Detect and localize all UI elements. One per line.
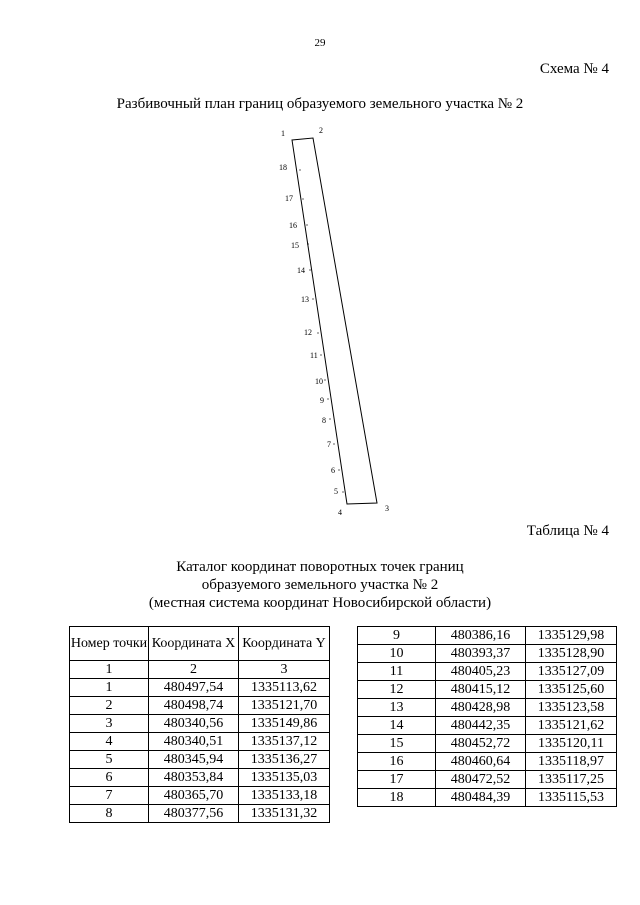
coordinate-y-cell: 1335135,03 — [239, 769, 330, 787]
point-label-9: 9 — [320, 396, 324, 405]
coordinate-x-cell: 480340,51 — [149, 733, 239, 751]
coordinate-y-cell: 1335133,18 — [239, 787, 330, 805]
point-number-cell: 15 — [358, 735, 436, 753]
header-point-number: Номер точки — [70, 627, 149, 661]
coordinate-x-cell: 480460,64 — [436, 753, 526, 771]
table-row — [358, 753, 617, 771]
point-number-cell: 8 — [70, 805, 149, 823]
point-label-7: 7 — [327, 440, 331, 449]
point-label-11: 11 — [310, 351, 318, 360]
coordinate-y-cell: 1335118,97 — [526, 753, 617, 771]
column-number-cell: 2 — [149, 661, 239, 679]
coordinate-y-cell: 1335149,86 — [239, 715, 330, 733]
point-number-cell: 17 — [358, 771, 436, 789]
point-label-10: 10 — [315, 377, 323, 386]
table-row — [70, 751, 330, 769]
coordinate-x-cell: 480497,54 — [149, 679, 239, 697]
table-row — [70, 733, 330, 751]
table-row — [358, 645, 617, 663]
table-row — [70, 679, 330, 697]
coordinate-x-cell: 480365,70 — [149, 787, 239, 805]
point-number-cell: 7 — [70, 787, 149, 805]
catalog-title-line-3: (местная система координат Новосибирской области) — [148, 595, 492, 611]
table-row — [70, 787, 330, 805]
point-number-cell: 16 — [358, 753, 436, 771]
coordinate-y-cell: 1335136,27 — [239, 751, 330, 769]
point-number-cell: 9 — [358, 627, 436, 645]
point-number-cell: 14 — [358, 717, 436, 735]
page-number: 29 — [314, 37, 326, 49]
table-row — [358, 789, 617, 807]
coordinate-x-cell: 480340,56 — [149, 715, 239, 733]
coordinate-x-cell: 480498,74 — [149, 697, 239, 715]
table-row — [358, 717, 617, 735]
point-label-6: 6 — [331, 466, 335, 475]
table-row — [70, 805, 330, 823]
point-label-18: 18 — [279, 163, 287, 172]
coordinate-y-cell: 1335127,09 — [526, 663, 617, 681]
coordinate-y-cell: 1335117,25 — [526, 771, 617, 789]
point-number-cell: 18 — [358, 789, 436, 807]
point-label-4: 4 — [338, 508, 342, 517]
coordinate-x-cell: 480345,94 — [149, 751, 239, 769]
point-label-15: 15 — [291, 241, 299, 250]
table-row — [70, 697, 330, 715]
table-row — [70, 715, 330, 733]
coordinate-x-cell: 480472,52 — [436, 771, 526, 789]
point-number-cell: 4 — [70, 733, 149, 751]
coordinate-y-cell: 1335137,12 — [239, 733, 330, 751]
coordinate-y-cell: 1335120,11 — [526, 735, 617, 753]
point-number-cell: 3 — [70, 715, 149, 733]
coordinates-table-right — [357, 626, 617, 807]
point-label-16: 16 — [289, 221, 297, 230]
point-number-cell: 1 — [70, 679, 149, 697]
table-header-row — [70, 627, 330, 661]
table-column-numbers-row — [70, 661, 330, 679]
coordinate-x-cell: 480353,84 — [149, 769, 239, 787]
point-number-cell: 2 — [70, 697, 149, 715]
table-right-body — [358, 627, 617, 807]
header-coordinate-x: Координата X — [149, 627, 239, 661]
point-label-17: 17 — [285, 194, 293, 203]
table-row — [70, 769, 330, 787]
column-number-cell: 3 — [239, 661, 330, 679]
coordinate-y-cell: 1335121,70 — [239, 697, 330, 715]
coordinate-x-cell: 480393,37 — [436, 645, 526, 663]
point-label-1: 1 — [281, 129, 285, 138]
point-number-cell: 13 — [358, 699, 436, 717]
table-row — [358, 771, 617, 789]
coordinate-x-cell: 480386,16 — [436, 627, 526, 645]
table-row — [358, 699, 617, 717]
point-label-13: 13 — [301, 295, 309, 304]
catalog-title — [0, 558, 640, 612]
coordinate-y-cell: 1335121,62 — [526, 717, 617, 735]
catalog-title-line-2: образуемого земельного участка № 2 — [201, 577, 439, 593]
coordinate-y-cell: 1335128,90 — [526, 645, 617, 663]
header-coordinate-y: Координата Y — [239, 627, 330, 661]
point-label-14: 14 — [297, 266, 305, 275]
coordinate-x-cell: 480428,98 — [436, 699, 526, 717]
coordinate-y-cell: 1335131,32 — [239, 805, 330, 823]
parcel-plan-drawing — [260, 122, 410, 522]
coordinate-y-cell: 1335115,53 — [526, 789, 617, 807]
point-number-cell: 10 — [358, 645, 436, 663]
coordinate-x-cell: 480452,72 — [436, 735, 526, 753]
plan-title: Разбивочный план границ образуемого земельного участка № 2 — [116, 96, 524, 112]
table-row — [358, 735, 617, 753]
table-label: Таблица № 4 — [526, 523, 609, 539]
column-number-cell: 1 — [70, 661, 149, 679]
table-row — [358, 627, 617, 645]
point-number-cell: 12 — [358, 681, 436, 699]
table-left-body — [70, 627, 330, 823]
point-number-cell: 11 — [358, 663, 436, 681]
coordinate-x-cell: 480442,35 — [436, 717, 526, 735]
point-label-12: 12 — [304, 328, 312, 337]
coordinate-y-cell: 1335129,98 — [526, 627, 617, 645]
coordinate-x-cell: 480415,12 — [436, 681, 526, 699]
point-label-8: 8 — [322, 416, 326, 425]
coordinate-y-cell: 1335113,62 — [239, 679, 330, 697]
table-row — [358, 681, 617, 699]
table-row — [358, 663, 617, 681]
coordinate-x-cell: 480405,23 — [436, 663, 526, 681]
coordinate-y-cell: 1335123,58 — [526, 699, 617, 717]
parcel-boundary — [292, 138, 377, 504]
coordinate-y-cell: 1335125,60 — [526, 681, 617, 699]
coordinate-x-cell: 480377,56 — [149, 805, 239, 823]
point-label-5: 5 — [334, 487, 338, 496]
point-number-cell: 6 — [70, 769, 149, 787]
point-number-cell: 5 — [70, 751, 149, 769]
point-label-2: 2 — [319, 126, 323, 135]
coordinate-x-cell: 480484,39 — [436, 789, 526, 807]
schema-label: Схема № 4 — [539, 61, 609, 77]
coordinates-table-left — [69, 626, 330, 823]
point-label-3: 3 — [385, 504, 389, 513]
catalog-title-line-1: Каталог координат поворотных точек границ — [176, 559, 464, 575]
